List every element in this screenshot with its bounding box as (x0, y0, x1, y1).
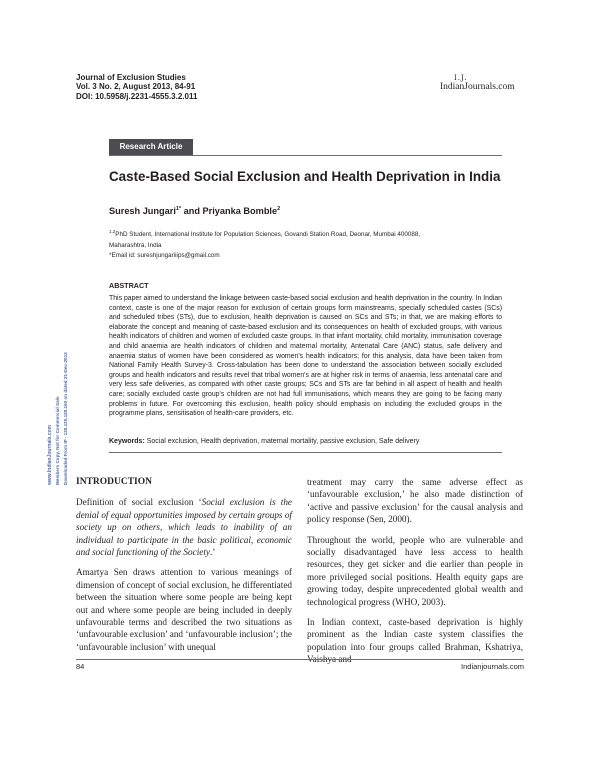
body-paragraph (76, 496, 292, 558)
keywords-text: Social exclusion, Health deprivation, maternal mortality, passive exclusion, Safe delivery (144, 438, 420, 445)
divider-abstract (109, 452, 502, 453)
abstract-text: This paper aimed to understand the linkage between caste-based social exclusion and health deprivation in the country. In Indian context, caste is one of the major reason for exclusion of certain groups form mainstreams, specially scheduled castes (SCs) and scheduled tribes (STs), due to exclusion, health deprivation is caused on SCs and STs; in that, we are making efforts to elaborate the concept and meaning of caste-based exclusion and its consequences on health of excluded groups, with various health indicators of children and women of excluded caste groups. In that infant mortality, child mortality, immunisation coverage and child anaemia are health indicators of children and maternal mortality, Antenatal Care (ANC) status, safe delivery and anaemia status of women have been considered as women's health indicators; for this analysis, data have been taken from National Family Health Survey-3. Cross-tabulation has been done to understand the association between socially excluded groups and health indicators and results revel that tribal women's are at higher risk in terms of anaemia, less antenatal care and very less safe deliveries, as compared with other caste groups; SCs and STs are far behind in all aspect of health and health care; socially excluded caste group's children are not had full immunisations, which means they are going to be facing many problems in future. For overcoming this exclusion, health policy should emphasis on including the excluded groups in the programme plans, sensitisation of health-care providers, etc. (109, 295, 502, 418)
author-superscript: 2 (277, 206, 281, 212)
watermark-members: Members Copy, Not for Commercial Sale (55, 396, 60, 485)
divider-top (109, 155, 502, 156)
page-number: 84 (76, 662, 85, 671)
abstract-heading: ABSTRACT (109, 281, 149, 290)
body-paragraph: In Indian context, caste-based deprivation is highly prominent as the Indian caste system classifies the population into four groups called Brahman, Kshatriya, Vaishya and (307, 617, 523, 665)
watermark-site: www.IndianJournals.com (47, 424, 53, 485)
email-line: *Email id: sureshjungariiips@gmail.com (109, 252, 220, 260)
affiliation (109, 227, 502, 262)
body-paragraph: Throughout the world, people who are vulnerable and socially disadvantaged have less access to health resources, they get sicker and die earlier than people in more privileged social positions. Health equity gaps are growing today, despite unprecedented global wealth and technological progress (WHO, 2003). (307, 534, 523, 607)
author-name: Priyanka Bomble (202, 206, 278, 217)
affiliation-line: Maharashtra, India (109, 241, 162, 249)
article-type-badge: Research Article (109, 139, 193, 155)
logo-text: IndianJournals.com (440, 82, 515, 92)
author-conjunction: and (181, 206, 203, 217)
journal-name: Journal of Exclusion Studies (76, 73, 186, 82)
paragraph-text: Definition of social exclusion ‘ (76, 497, 202, 508)
paragraph-text: .’ (209, 547, 216, 558)
author-list (109, 206, 280, 216)
journal-header (76, 73, 197, 101)
body-column-right (307, 476, 523, 674)
watermark-download: Downloaded From IP - 125.125.128.160 on dated 21-Dec-2013 (63, 352, 68, 485)
body-column-left (76, 476, 292, 661)
section-heading: INTRODUCTION (76, 477, 153, 487)
download-watermark (47, 305, 83, 485)
body-paragraph: treatment may carry the same adverse effect as ‘unfavourable exclusion,’ he also made distinction of ‘active and passive exclusion’ for the causal analysis and policy response (Sen, 2000). (307, 477, 523, 525)
keywords-label: Keywords: (109, 438, 145, 445)
affiliation-line: PhD Student, International Institute for Population Sciences, Govandi Station Road, Deonar, Mumbai 400088, (115, 231, 421, 239)
definition-quote: Social exclusion is the denial of equal opportunities imposed by certain groups of society up on others, which leads to inability of an individual to participate in the basic political, economic and social functioning of the Society (76, 497, 292, 558)
journal-volume: Vol. 3 No. 2, August 2013, 84-91 (76, 82, 196, 92)
footer-site: Indianjournals.com (461, 662, 524, 671)
author-name: Suresh Jungari (109, 206, 176, 217)
journal-doi: DOI: 10.5958/j.2231-4555.3.2.011 (76, 91, 198, 101)
affiliation-superscript: 1,2 (109, 229, 116, 234)
divider-footer (76, 659, 524, 660)
keywords-line (109, 438, 502, 445)
author-superscript: 1* (175, 206, 182, 212)
logo-mark: I.J. (454, 74, 468, 82)
body-paragraph: Amartya Sen draws attention to various meanings of dimension of concept of social exclusion, he differentiated between the situation where some people are being kept out and where some people are being included in deeply unfavourable terms and described the two situations as ‘unfavourable exclusion’ and ‘unfavourable inclusion’; the ‘unfavourable inclusion’ with unequal (76, 567, 292, 652)
indianjournals-logo (440, 74, 524, 96)
article-title: Caste-Based Social Exclusion and Health Deprivation in India (109, 169, 501, 184)
